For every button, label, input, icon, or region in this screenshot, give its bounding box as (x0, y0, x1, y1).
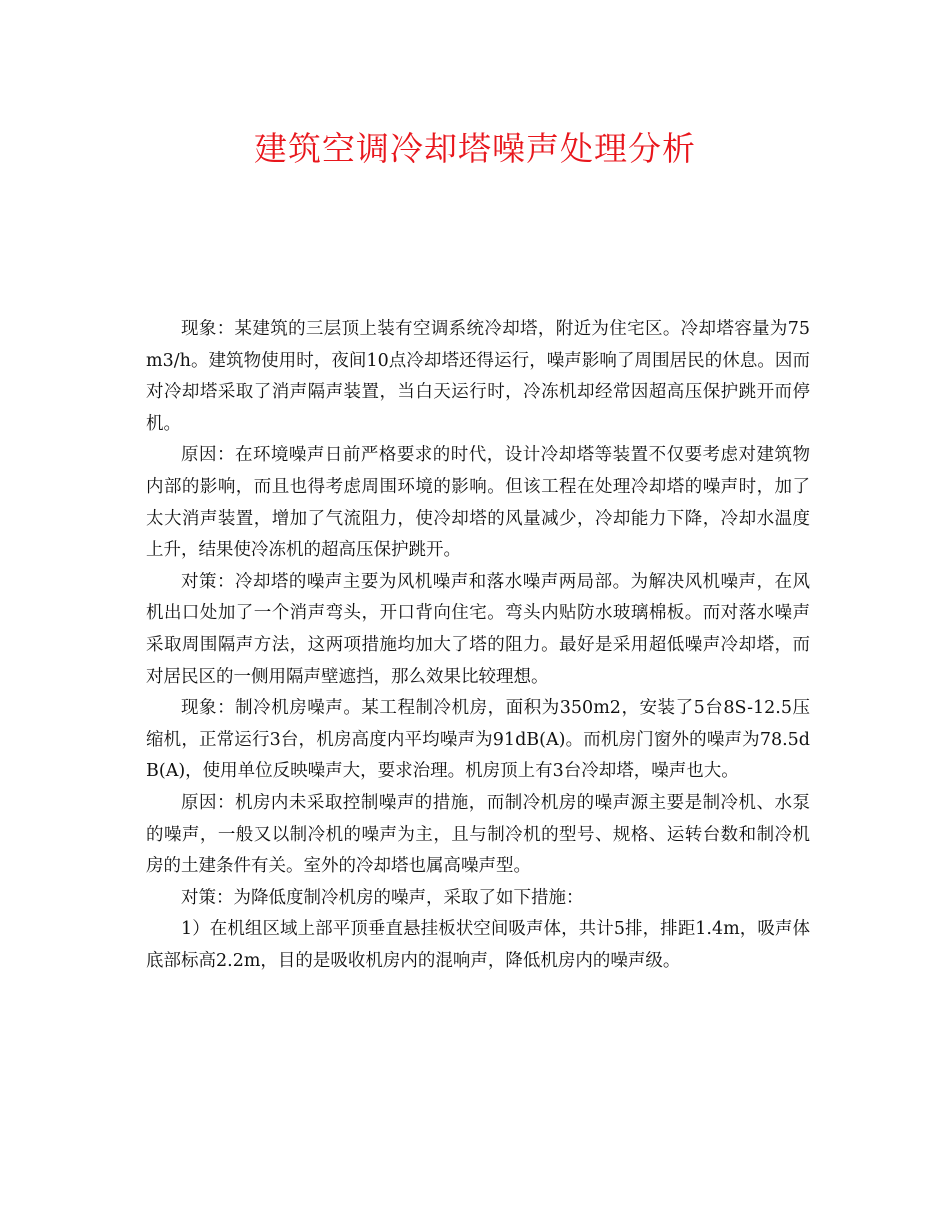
paragraph-2: 原因：在环境噪声日前严格要求的时代，设计冷却塔等装置不仅要考虑对建筑物内部的影响，而且也得考虑周围环境的影响。但该工程在处理冷却塔的噪声时，加了太大消声装置，增加了气流阻力，使冷却塔的风量减少，冷却能力下降，冷却水温度上升，结果使冷冻机的超高压保护跳开。 (146, 445, 810, 561)
paragraph-4: 现象：制冷机房噪声。某工程制冷机房，面积为350m2，安装了5台8S-12.5压缩机，正常运行3台，机房高度内平均噪声为91dB(A)。而机房门窗外的噪声为78.5dB(A)，使用单位反映噪声大，要求治理。机房顶上有3台冷却塔，噪声也大。 (146, 698, 810, 782)
document-body (146, 314, 810, 977)
paragraph-5: 原因：机房内未采取控制噪声的措施，而制冷机房的噪声源主要是制冷机、水泵的噪声，一般又以制冷机的噪声为主，且与制冷机的型号、规格、运转台数和制冷机房的土建条件有关。室外的冷却塔也属高噪声型。 (146, 792, 810, 877)
paragraph-3: 对策：冷却塔的噪声主要为风机噪声和落水噪声两局部。为解决风机噪声，在风机出口处加了一个消声弯头，开口背向住宅。弯头内贴防水玻璃棉板。而对落水噪声采取周围隔声方法，这两项措施均加大了塔的阻力。最好是采用超低噪声冷却塔，而对居民区的一侧用隔声壁遮挡，那么效果比较理想。 (146, 571, 810, 687)
paragraph-6: 对策：为降低度制冷机房的噪声，采取了如下措施： (181, 887, 584, 908)
document-title: 建筑空调冷却塔噪声处理分析 (254, 129, 696, 168)
paragraph-1: 现象：某建筑的三层顶上装有空调系统冷却塔，附近为住宅区。冷却塔容量为75m3/h。建筑物使用时，夜间10点冷却塔还得运行，噪声影响了周围居民的休息。因而对冷却塔采取了消声隔声装置，当白天运行时，冷冻机却经常因超高压保护跳开而停机。 (146, 319, 810, 434)
paragraph-7: 1）在机组区域上部平顶垂直悬挂板状空间吸声体，共计5排，排距1.4m，吸声体底部标高2.2m，目的是吸收机房内的混响声，降低机房内的噪声级。 (146, 919, 810, 971)
